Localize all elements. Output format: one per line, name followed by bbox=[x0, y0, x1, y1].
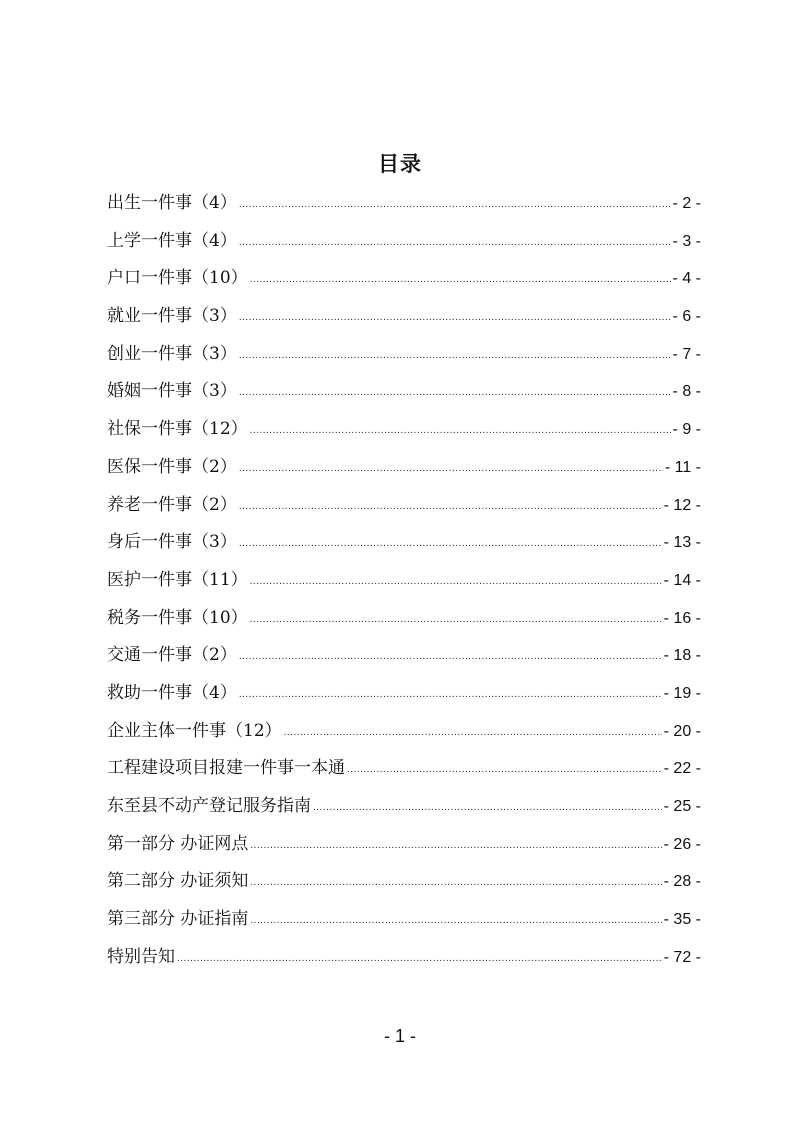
toc-list bbox=[107, 189, 701, 980]
toc-entry-label: 婚姻一件事（3） bbox=[107, 381, 237, 402]
toc-entry-label: 交通一件事（2） bbox=[107, 645, 237, 666]
toc-dot-leader bbox=[284, 719, 662, 747]
toc-entry-label: 税务一件事（10） bbox=[107, 607, 248, 628]
toc-dot-leader bbox=[239, 229, 671, 257]
toc-title: 目录 bbox=[378, 152, 422, 176]
toc-entry-page: - 11 - bbox=[664, 458, 701, 476]
toc-entry-label: 出生一件事（4） bbox=[107, 193, 237, 213]
toc-dot-leader bbox=[250, 417, 671, 445]
toc-dot-leader bbox=[239, 455, 663, 483]
toc-dot-leader bbox=[250, 869, 661, 897]
toc-dot-leader bbox=[250, 907, 661, 935]
toc-entry-page: - 6 - bbox=[672, 308, 701, 326]
toc-dot-leader bbox=[250, 568, 662, 596]
toc-entry-label: 工程建设项目报建一件事一本通 bbox=[107, 758, 345, 779]
toc-entry-label: 特别告知 bbox=[107, 946, 175, 967]
toc-entry-page: - 14 - bbox=[663, 571, 701, 589]
toc-entry[interactable] bbox=[107, 754, 701, 792]
toc-dot-leader bbox=[177, 945, 662, 973]
toc-entry-label: 就业一件事（3） bbox=[107, 306, 237, 327]
toc-entry-page: - 7 - bbox=[672, 345, 701, 363]
toc-entry-label: 东至县不动产登记服务指南 bbox=[107, 796, 311, 816]
toc-dot-leader bbox=[239, 379, 671, 407]
toc-entry-page: - 18 - bbox=[663, 647, 701, 665]
toc-dot-leader bbox=[250, 266, 671, 294]
toc-entry[interactable] bbox=[107, 491, 701, 529]
toc-entry[interactable] bbox=[107, 830, 701, 868]
toc-entry-page: - 28 - bbox=[663, 873, 701, 891]
toc-entry[interactable] bbox=[107, 302, 701, 340]
toc-entry[interactable] bbox=[107, 415, 701, 453]
toc-dot-leader bbox=[250, 832, 661, 860]
toc-dot-leader bbox=[239, 342, 671, 370]
toc-entry-label: 创业一件事（3） bbox=[107, 343, 237, 364]
toc-entry-page: - 16 - bbox=[663, 609, 701, 627]
toc-dot-leader bbox=[239, 530, 662, 558]
toc-dot-leader bbox=[239, 681, 662, 709]
toc-entry[interactable] bbox=[107, 227, 701, 265]
toc-entry-label: 医护一件事（11） bbox=[107, 569, 248, 590]
page-number: - 1 - bbox=[383, 1026, 416, 1046]
toc-entry-page: - 19 - bbox=[663, 684, 701, 702]
toc-entry-label: 第三部分 办证指南 bbox=[107, 909, 249, 930]
toc-entry[interactable] bbox=[107, 377, 701, 415]
toc-dot-leader bbox=[239, 304, 671, 332]
toc-entry[interactable] bbox=[107, 792, 701, 830]
toc-entry-page: - 20 - bbox=[663, 722, 701, 740]
toc-entry-label: 医保一件事（2） bbox=[107, 456, 237, 477]
toc-entry[interactable] bbox=[107, 189, 701, 227]
toc-entry[interactable] bbox=[107, 717, 701, 755]
toc-entry[interactable] bbox=[107, 528, 701, 566]
toc-entry-page: - 26 - bbox=[663, 835, 701, 853]
toc-entry[interactable] bbox=[107, 679, 701, 717]
toc-dot-leader bbox=[313, 794, 662, 822]
toc-entry[interactable] bbox=[107, 641, 701, 679]
toc-entry-page: - 22 - bbox=[663, 760, 701, 778]
toc-entry-label: 第二部分 办证须知 bbox=[107, 871, 249, 892]
toc-entry[interactable] bbox=[107, 566, 701, 604]
toc-entry-page: - 2 - bbox=[672, 195, 701, 212]
toc-entry-label: 救助一件事（4） bbox=[107, 682, 237, 703]
toc-entry[interactable] bbox=[107, 264, 701, 302]
toc-entry-page: - 8 - bbox=[672, 383, 701, 401]
toc-dot-leader bbox=[239, 643, 662, 671]
toc-entry-label: 第一部分 办证网点 bbox=[107, 833, 249, 854]
toc-entry-page: - 12 - bbox=[663, 496, 701, 514]
toc-entry[interactable] bbox=[107, 604, 701, 642]
toc-entry-label: 社保一件事（12） bbox=[107, 419, 248, 440]
toc-entry[interactable] bbox=[107, 905, 701, 943]
toc-dot-leader bbox=[347, 756, 662, 784]
toc-entry-label: 户口一件事（10） bbox=[107, 268, 248, 289]
toc-entry[interactable] bbox=[107, 867, 701, 905]
toc-entry-label: 身后一件事（3） bbox=[107, 532, 237, 553]
toc-entry-page: - 35 - bbox=[663, 911, 701, 929]
toc-entry-page: - 3 - bbox=[672, 232, 701, 250]
toc-dot-leader bbox=[239, 493, 662, 521]
toc-dot-leader bbox=[250, 606, 662, 634]
toc-entry[interactable] bbox=[107, 943, 701, 981]
toc-entry-label: 上学一件事（4） bbox=[107, 230, 237, 251]
toc-entry-page: - 13 - bbox=[663, 534, 701, 552]
toc-entry-page: - 72 - bbox=[663, 948, 701, 966]
toc-entry-page: - 9 - bbox=[672, 421, 701, 439]
toc-entry-label: 养老一件事（2） bbox=[107, 494, 237, 515]
toc-entry[interactable] bbox=[107, 340, 701, 378]
toc-entry-page: - 4 - bbox=[672, 270, 701, 288]
toc-entry-page: - 25 - bbox=[663, 798, 701, 815]
toc-dot-leader bbox=[239, 191, 671, 219]
toc-entry[interactable] bbox=[107, 453, 701, 491]
toc-entry-label: 企业主体一件事（12） bbox=[107, 720, 282, 741]
